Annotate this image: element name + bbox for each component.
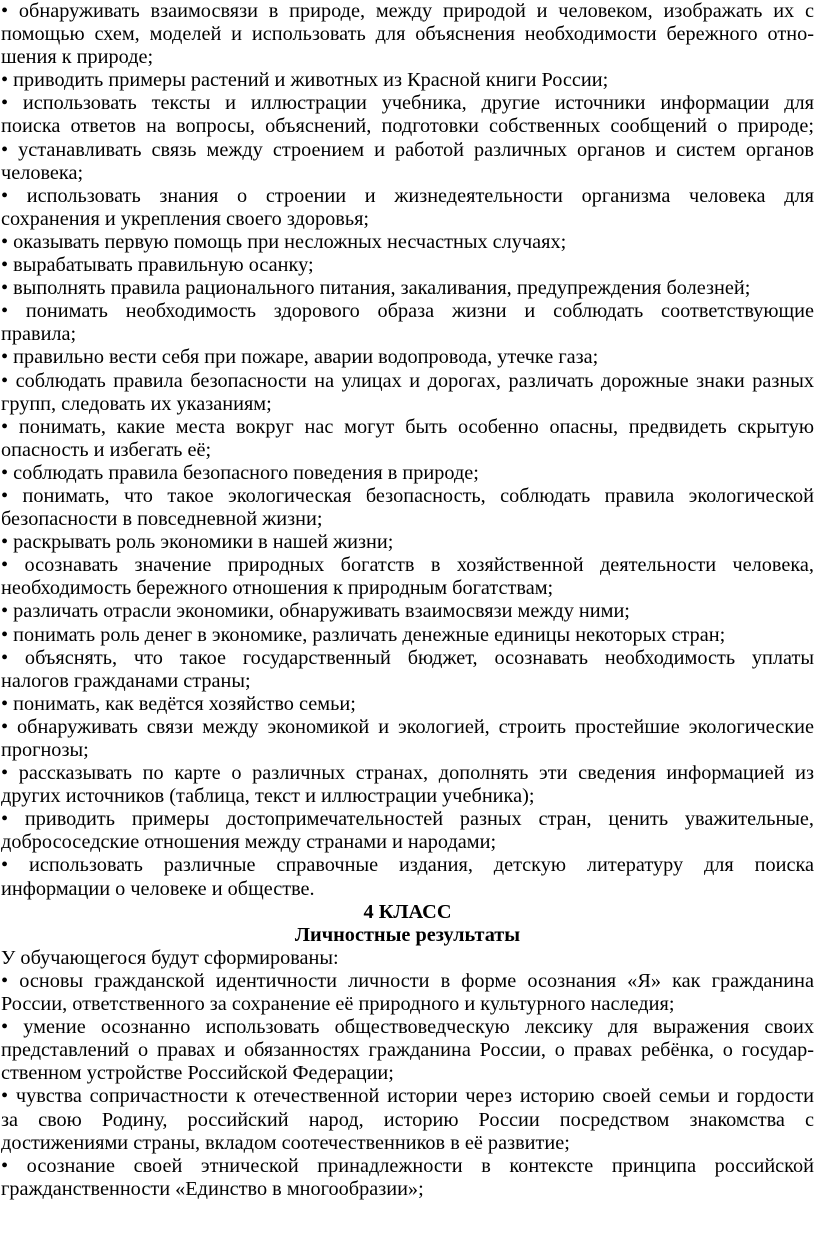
text-line: поиска ответов на вопросы, объяснений, подготовки собственных сообщений о природе; [1, 115, 814, 138]
text-line: • понимать, как ведётся хозяйство семьи; [1, 692, 356, 715]
text-line: гражданственности «Единство в многообразии»; [1, 1177, 424, 1200]
grade-heading: 4 КЛАСС [363, 900, 452, 923]
text-line: • обнаруживать взаимосвязи в природе, между природой и человеком, изображать их с [1, 0, 814, 22]
text-line: сохранения и укрепления своего здоровья; [1, 207, 370, 230]
text-line: других источников (таблица, текст и иллюстрации учебника); [1, 785, 535, 808]
text-line: • понимать необходимость здорового образа жизни и соблюдать соответствующие [1, 300, 814, 323]
text-line: России, ответственного за сохранение её природного и культурного наследия; [1, 993, 675, 1016]
text-line: • устанавливать связь между строением и работой различных органов и систем органов [1, 138, 814, 161]
text-line: • приводить примеры достопримечательностей разных стран, ценить уважительные, [1, 808, 814, 831]
text-line: достижениями страны, вкладом соотечественников в её развитие; [1, 1131, 570, 1154]
text-line: • использовать тексты и иллюстрации учебника, другие источники информации для [1, 92, 814, 115]
text-line: необходимость бережного отношения к природным богатствам; [1, 577, 554, 600]
text-line: • соблюдать правила безопасного поведения в природе; [1, 461, 479, 484]
text-line: • оказывать первую помощь при несложных несчастных случаях; [1, 230, 567, 253]
text-line: • осознание своей этнической принадлежности в контексте принципа российской [1, 1154, 814, 1177]
text-line: • различать отрасли экономики, обнаруживать взаимосвязи между ними; [1, 600, 630, 623]
text-line: У обучающегося будут сформированы: [1, 946, 339, 969]
text-line: правила; [1, 323, 77, 346]
text-line: • рассказывать по карте о различных странах, дополнять эти сведения информацией из [1, 762, 814, 785]
text-line: • объяснять, что такое государственный бюджет, осознавать необходимость уплаты [1, 646, 814, 669]
text-line: прогнозы; [1, 739, 89, 761]
text-line: групп, следовать их указаниям; [1, 392, 272, 415]
text-line: • соблюдать правила безопасности на улицах и дорогах, различать дорожные знаки разных [1, 369, 814, 392]
text-line: • умение осознанно использовать обществоведческую лексику для выражения своих [1, 1016, 814, 1039]
text-line: • чувства сопричастности к отечественной истории через историю своей семьи и гордости [1, 1085, 814, 1108]
text-line: • использовать знания о строении и жизнедеятельности организма человека для [1, 184, 814, 207]
text-line: • осознавать значение природных богатств в хозяйственной деятельности человека, [1, 554, 814, 577]
text-line: • обнаруживать связи между экономикой и экологией, строить простейшие экологические [1, 715, 814, 738]
text-line: представлений о правах и обязанностях гражданина России, о правах ребёнка, о государ- [1, 1039, 814, 1062]
text-line: • основы гражданской идентичности личности в форме осознания «Я» как гражданина [1, 969, 814, 992]
text-line: шения к природе; [1, 46, 154, 69]
text-line: • вырабатывать правильную осанку; [1, 254, 314, 277]
text-line: • понимать, какие места вокруг нас могут быть особенно опасны, предвидеть скрытую [1, 415, 814, 438]
text-line: • правильно вести себя при пожаре, аварии водопровода, утечке газа; [1, 346, 599, 369]
text-line: • понимать, что такое экологическая безопасность, соблюдать правила экологической [1, 484, 814, 507]
text-line: человека; [1, 161, 84, 184]
text-line: • приводить примеры растений и животных из Красной книги России; [1, 69, 609, 92]
outcomes-list-block [1, 0, 814, 901]
text-line: за свою Родину, российский народ, историю России посредством знакомства с [1, 1108, 814, 1131]
text-line: безопасности в повседневной жизни; [1, 508, 323, 531]
text-line: налогов гражданами страны; [1, 669, 251, 692]
text-line: • выполнять правила рационального питания, закаливания, предупреждения болезней; [1, 277, 751, 300]
text-line: • понимать роль денег в экономике, различать денежные единицы некоторых стран; [1, 623, 726, 646]
personal-results-block [1, 947, 814, 1201]
text-line: опасность и избегать её; [1, 438, 212, 461]
text-line: ственном устройстве Российской Федерации; [1, 1062, 394, 1085]
text-line: информации о человеке и обществе. [1, 877, 315, 900]
text-line: • использовать различные справочные издания, детскую литературу для поиска [1, 854, 814, 877]
text-line: помощью схем, моделей и использовать для объяснения необходимости бережного отно- [1, 23, 814, 46]
text-line: • раскрывать роль экономики в нашей жизни; [1, 531, 394, 554]
section-heading: Личностные результаты [294, 923, 521, 946]
text-line: добрососедские отношения между странами и народами; [1, 831, 497, 854]
